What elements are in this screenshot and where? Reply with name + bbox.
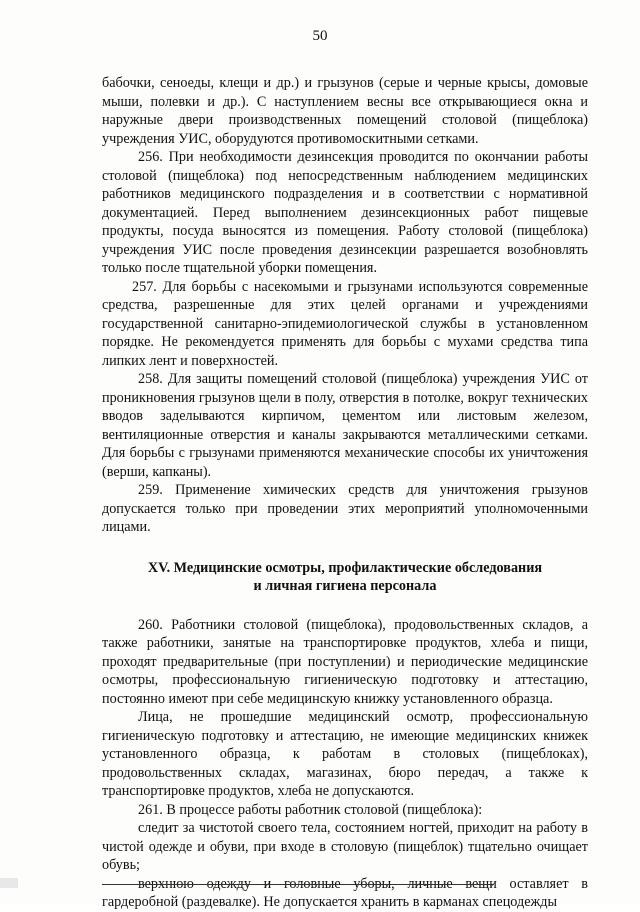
section-heading-line-1: XV. Медицинские осмотры, профилактические обследования [147,559,543,576]
paragraph-261: 261. В процессе работы работник столовой (пищеблока): [138,801,483,818]
paragraph-continuation: бабочки, сеноеды, клещи и др.) и грызунов (серые и черные крысы, домовые мыши, полевки и др.). С наступлением весны все открывающиеся окна и наружные двери производственных помещений столовой (пищеблока) учреждения УИС, оборудуются противомоскитными сетками. [102,75,588,147]
paragraph-259: 259. Применение химических средств для уничтожения грызунов допускается только при проведении этих мероприятий уполномоченными лицами. [102,482,588,535]
paragraph-261-hygiene: следит за чистотой своего тела, состоянием ногтей, приходит на работу в чистой одежде и обуви, при входе в столовую (пищеблок) тщательно очищает обувь; [102,820,588,873]
paragraph-258: 258. Для защиты помещений столовой (пищеблока) учреждения УИС от проникновения грызунов щели в полу, отверстия в потолке, вокруг технических вводов заделываются кирпичом, цементом или листовым железом, вентиляционные отверстия и каналы закрываются металлическими сетками. Для борьбы с грызунами применяются механические способы их уничтожения (верши, капканы). [102,371,588,480]
section-heading [102,559,588,596]
section-heading-line-2: и личная гигиена персонала [253,578,437,594]
footer-divider [102,884,494,885]
paragraph-257: 257. Для борьбы с насекомыми и грызунами используются современные средства, разрешенные для этих целей органами и учреждениями государственной санитарно-эпидемиологической службы в установленном порядке. Не рекомендуется применять для борьбы с мухами средства типа липких лент и поверхностей. [102,278,588,369]
document-body [102,74,588,912]
page-number: 50 [312,28,328,44]
paragraph-256: 256. При необходимости дезинсекция проводится по окончании работы столовой (пищеблока) под непосредственным наблюдением медицинских работников медицинского подразделения и в соответствии с нормативной документацией. Перед выполнением дезинсекционных работ пищевые продукты, посуда выносятся из помещения. Работу столовой (пищеблока) учреждения УИС после проведения дезинсекции разрешается возобновлять только после тщательной уборки помещения. [102,149,588,276]
scan-edge-mark [0,878,18,888]
paragraph-260: 260. Работники столовой (пищеблока), продовольственных складов, а также работники, занятые на транспортировке продуктов, хлеба и пищи, проходят предварительные (при поступлении) и периодические медицинские осмотры, профессиональную гигиеническую подготовку и аттестацию, постоянно имеют при себе медицинскую книжку установленного образца. [102,616,588,707]
paragraph-260-persons: Лица, не прошедшие медицинский осмотр, профессиональную гигиеническую подготовку и аттестацию, не имеющие медицинских книжек установленного образца, к работам в столовых (пищеблоках), продовольственных складах, магазинах, бюро передач, а также к транспортировке продуктов, хлеба не допускаются. [102,709,588,799]
paragraph-261-clothing: верхнюю одежду и головные уборы, личные вещи оставляет в гардеробной (раздевалке). Не допускается хранить в карманах спецодежды [102,875,588,910]
